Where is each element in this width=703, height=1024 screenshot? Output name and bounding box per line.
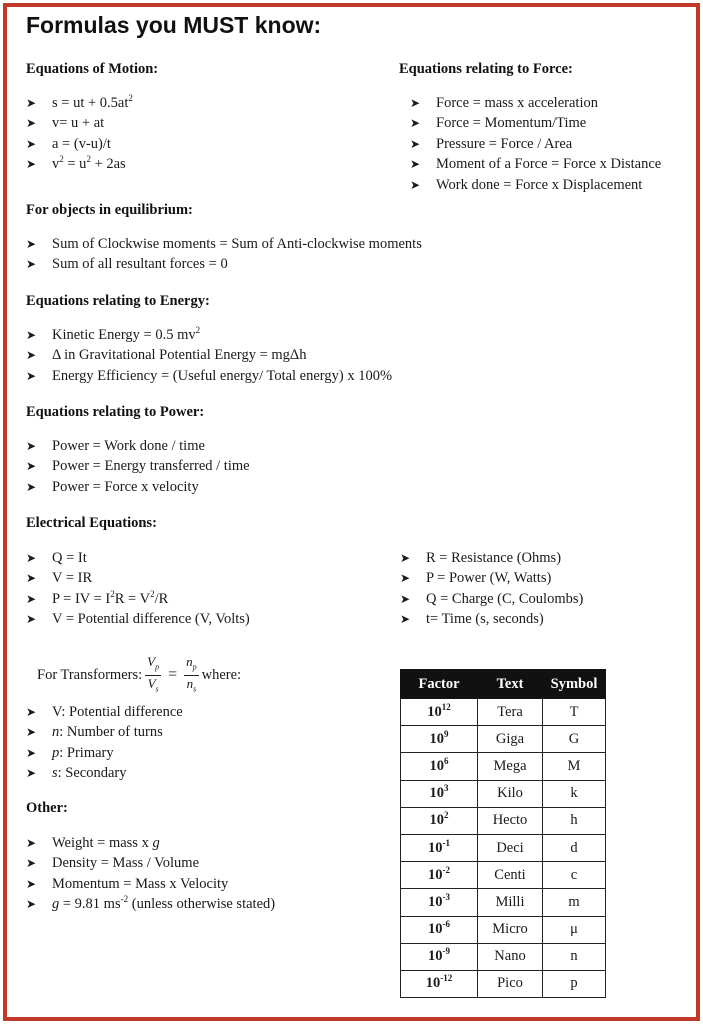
table-row (401, 862, 606, 889)
prefix-symbol-cell: T (543, 699, 606, 726)
turns-ratio: $\frac{n_p}{n_s}$ (186, 653, 197, 694)
power-heading: Equations relating to Power: (26, 404, 205, 420)
list-item: ➤ Force = mass x acceleration (410, 93, 661, 113)
prefix-symbol-cell: k (543, 780, 606, 807)
prefix-text-cell: Nano (478, 943, 543, 970)
arrowhead-bullet-icon: ➤ (26, 551, 37, 565)
si-prefix-table (400, 669, 606, 998)
prefix-symbol-cell: μ (543, 916, 606, 943)
motion-heading: Equations of Motion: (26, 61, 159, 77)
arrowhead-bullet-icon: ➤ (400, 612, 411, 627)
column-header-factor: Factor (401, 670, 478, 699)
list-item: ➤ Sum of all resultant forces = 0 (26, 254, 422, 274)
list-item: ➤ Work done = Force x Displacement (410, 175, 661, 195)
motion-list (26, 93, 133, 175)
arrowhead-bullet-icon: ➤ (410, 157, 421, 172)
energy-list (26, 325, 392, 386)
arrowhead-bullet-icon: ➤ (26, 766, 37, 781)
list-item: ➤ g = 9.81 $ms^{-2}$ (unless otherwise stated) (26, 894, 275, 914)
column-header-text: Text (478, 670, 543, 699)
table-row (401, 726, 606, 753)
force-list (410, 93, 661, 195)
factor-cell: $10^6$ (401, 753, 478, 780)
arrowhead-bullet-icon: ➤ (400, 591, 411, 606)
column-header-symbol: Symbol (543, 670, 606, 699)
arrowhead-bullet-icon: ➤ (26, 705, 37, 719)
list-item: ➤ t= Time (s, seconds) (400, 609, 583, 629)
list-item: ➤ Force = Momentum/Time (410, 113, 661, 133)
table-row (401, 807, 606, 834)
table-row (401, 834, 606, 861)
table-row (401, 916, 606, 943)
prefix-symbol-cell: c (543, 862, 606, 889)
prefix-text-cell: Tera (478, 699, 543, 726)
factor-cell: $10^{-2}$ (401, 862, 478, 889)
prefix-text-cell: Milli (478, 889, 543, 916)
prefix-symbol-cell: p (543, 970, 606, 997)
list-item: ➤ Δ in Gravitational Potential Energy = mgΔh (26, 345, 392, 365)
prefix-symbol-cell: G (543, 726, 606, 753)
arrowhead-bullet-icon: ➤ (410, 96, 421, 110)
electrical-heading: Electrical Equations: (26, 515, 157, 531)
list-item: ➤ Kinetic Energy = 0.5 $mv^2$ (26, 325, 392, 345)
transformer-list (26, 702, 183, 784)
transformer-equation: For Transformers: $\frac{V_p}{V_s}$ = $\frac{n_p}{n_s}$ where: (37, 655, 241, 695)
table-row (401, 753, 606, 780)
factor-cell: $10^3$ (401, 780, 478, 807)
arrowhead-bullet-icon: ➤ (26, 439, 37, 453)
table-row (401, 889, 606, 916)
other-list (26, 833, 275, 915)
list-item: ➤ Q = It (26, 548, 250, 568)
page-title: Formulas you MUST know: (26, 12, 322, 38)
prefix-symbol-cell: m (543, 889, 606, 916)
electrical-legend-list (400, 548, 583, 630)
arrowhead-bullet-icon: ➤ (26, 591, 37, 606)
list-item: ➤ s: Secondary (26, 763, 183, 783)
arrowhead-bullet-icon: ➤ (26, 725, 37, 740)
list-item: ➤ Pressure = Force / Area (410, 134, 661, 154)
arrowhead-bullet-icon: ➤ (26, 479, 37, 494)
arrowhead-bullet-icon: ➤ (26, 459, 37, 474)
arrowhead-bullet-icon: ➤ (410, 116, 421, 131)
prefix-text-cell: Giga (478, 726, 543, 753)
arrowhead-bullet-icon: ➤ (26, 897, 37, 912)
arrowhead-bullet-icon: ➤ (26, 836, 37, 850)
power-list (26, 436, 250, 497)
table-row (401, 699, 606, 726)
table-row (401, 943, 606, 970)
list-item: ➤ Sum of Clockwise moments = Sum of Anti-clockwise moments (26, 234, 422, 254)
arrowhead-bullet-icon: ➤ (26, 876, 37, 891)
list-item: ➤ a = (v-u)/t (26, 134, 133, 154)
list-item: ➤ Weight = mass x g (26, 833, 275, 853)
arrowhead-bullet-icon: ➤ (26, 856, 37, 871)
arrowhead-bullet-icon: ➤ (26, 368, 37, 383)
arrowhead-bullet-icon: ➤ (26, 745, 37, 760)
factor-cell: $10^2$ (401, 807, 478, 834)
arrowhead-bullet-icon: ➤ (26, 136, 37, 151)
arrowhead-bullet-icon: ➤ (26, 257, 37, 272)
list-item: ➤ s = ut + $0.5at^2$ (26, 93, 133, 113)
prefix-text-cell: Centi (478, 862, 543, 889)
electrical-list (26, 548, 250, 630)
prefix-symbol-cell: d (543, 834, 606, 861)
list-item: ➤ v= u + at (26, 113, 133, 133)
arrowhead-bullet-icon: ➤ (410, 177, 421, 192)
list-item: ➤ Density = Mass / Volume (26, 853, 275, 873)
factor-cell: $10^{-9}$ (401, 943, 478, 970)
list-item: ➤ n: Number of turns (26, 722, 183, 742)
prefix-symbol-cell: h (543, 807, 606, 834)
arrowhead-bullet-icon: ➤ (26, 116, 37, 131)
list-item: ➤ V = IR (26, 568, 250, 588)
list-item: ➤ Power = Work done / time (26, 436, 250, 456)
list-item: ➤ V = Potential difference (V, Volts) (26, 609, 250, 629)
list-item: ➤ Moment of a Force = Force x Distance (410, 154, 661, 174)
factor-cell: $10^{-3}$ (401, 889, 478, 916)
list-item: ➤ V: Potential difference (26, 702, 183, 722)
prefix-symbol-cell: M (543, 753, 606, 780)
factor-cell: $10^9$ (401, 726, 478, 753)
equilibrium-heading: For objects in equilibrium: (26, 202, 193, 218)
energy-heading: Equations relating to Energy: (26, 293, 210, 309)
arrowhead-bullet-icon: ➤ (26, 96, 37, 110)
prefix-text-cell: Mega (478, 753, 543, 780)
equilibrium-list (26, 234, 422, 275)
list-item: ➤ $v^2 = u^2 + 2as$ (26, 154, 133, 174)
factor-cell: $10^{-6}$ (401, 916, 478, 943)
arrowhead-bullet-icon: ➤ (26, 612, 37, 627)
prefix-text-cell: Hecto (478, 807, 543, 834)
force-heading: Equations relating to Force: (399, 61, 573, 77)
factor-cell: $10^{-12}$ (401, 970, 478, 997)
table-row (401, 780, 606, 807)
list-item: ➤ R = Resistance (Ohms) (400, 548, 583, 568)
prefix-symbol-cell: n (543, 943, 606, 970)
factor-cell: $10^{12}$ (401, 699, 478, 726)
list-item: ➤ p: Primary (26, 743, 183, 763)
table-header-row (401, 670, 606, 699)
other-heading: Other: (26, 800, 68, 816)
list-item: ➤ P = IV = $I^2R = V^2/R$ (26, 589, 250, 609)
list-item: ➤ Power = Force x velocity (26, 477, 250, 497)
list-item: ➤ Energy Efficiency = (Useful energy/ Total energy) x 100% (26, 366, 392, 386)
list-item: ➤ P = Power (W, Watts) (400, 568, 583, 588)
prefix-text-cell: Micro (478, 916, 543, 943)
arrowhead-bullet-icon: ➤ (26, 348, 37, 363)
list-item: ➤ Momentum = Mass x Velocity (26, 874, 275, 894)
arrowhead-bullet-icon: ➤ (26, 237, 37, 251)
list-item: ➤ Q = Charge (C, Coulombs) (400, 589, 583, 609)
list-item: ➤ Power = Energy transferred / time (26, 456, 250, 476)
arrowhead-bullet-icon: ➤ (26, 328, 37, 342)
factor-cell: $10^{-1}$ (401, 834, 478, 861)
prefix-text-cell: Pico (478, 970, 543, 997)
arrowhead-bullet-icon: ➤ (26, 157, 37, 172)
arrowhead-bullet-icon: ➤ (26, 571, 37, 586)
arrowhead-bullet-icon: ➤ (410, 136, 421, 151)
arrowhead-bullet-icon: ➤ (400, 571, 411, 586)
voltage-ratio: $\frac{V_p}{V_s}$ (147, 653, 160, 694)
table-row (401, 970, 606, 997)
arrowhead-bullet-icon: ➤ (400, 551, 411, 565)
prefix-text-cell: Deci (478, 834, 543, 861)
prefix-text-cell: Kilo (478, 780, 543, 807)
